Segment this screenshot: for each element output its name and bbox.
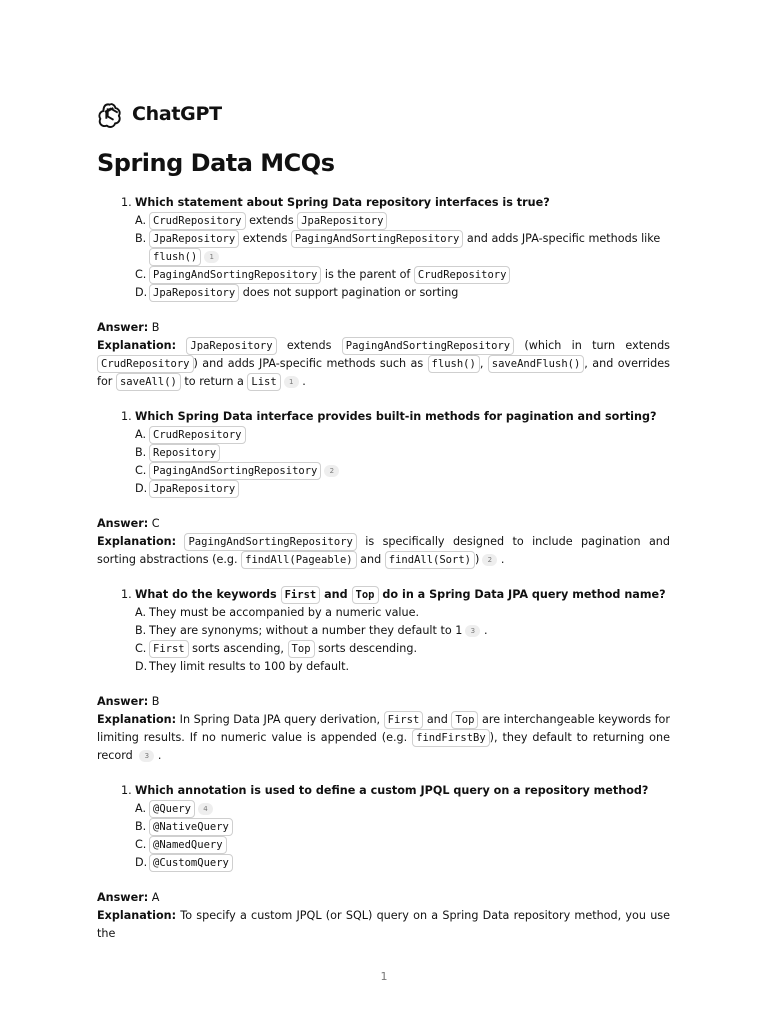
text-run: They must be accompanied by a numeric value.	[149, 606, 420, 619]
mcq-list	[97, 194, 670, 960]
question-block	[97, 194, 670, 391]
text-run	[176, 535, 184, 548]
citation-badge: 1	[204, 251, 219, 263]
inline-code: Top	[451, 711, 478, 729]
citation-badge: 1	[284, 376, 299, 388]
inline-code: CrudRepository	[149, 426, 246, 444]
inline-code: @CustomQuery	[149, 854, 233, 872]
citation-badge: 2	[482, 554, 497, 566]
text-run: ,	[479, 357, 488, 370]
question-block	[97, 782, 670, 943]
option-letter: D.	[135, 286, 148, 299]
option-text	[149, 660, 349, 673]
inline-code: @Query	[149, 800, 195, 818]
option-item	[135, 462, 670, 480]
option-item	[135, 836, 670, 854]
question-text: Which Spring Data interface provides built-in methods for pagination and sorting?	[135, 410, 657, 423]
text-run: (which in turn extends	[514, 339, 670, 352]
options-list	[97, 426, 670, 498]
inline-code: findAll(Pageable)	[241, 551, 356, 569]
text-run: .	[480, 624, 488, 637]
citation-badge: 3	[139, 750, 154, 762]
text-run: and	[423, 713, 452, 726]
inline-code: First	[281, 586, 321, 604]
option-text	[149, 482, 239, 495]
answer-value: B	[148, 695, 160, 708]
text-run: In Spring Data JPA query derivation,	[176, 713, 384, 726]
inline-code: PagingAndSortingRepository	[291, 230, 463, 248]
option-text	[149, 214, 387, 227]
option-item	[135, 854, 670, 872]
answer-label: Answer:	[97, 891, 149, 904]
inline-code: flush()	[149, 248, 201, 266]
text-run: )	[474, 553, 480, 566]
option-letter: A.	[135, 428, 147, 441]
inline-code: findFirstBy	[412, 729, 490, 747]
option-item	[135, 230, 670, 266]
inline-code: List	[247, 373, 280, 391]
option-letter: C.	[135, 268, 147, 281]
option-letter: C.	[135, 838, 147, 851]
option-letter: D.	[135, 660, 148, 673]
inline-code: Repository	[149, 444, 220, 462]
explanation-label: Explanation:	[97, 339, 177, 352]
question-number: 1.	[121, 410, 132, 423]
option-text	[149, 428, 246, 441]
text-run: is the parent of	[321, 268, 414, 281]
option-item	[135, 640, 670, 658]
explanation-paragraph	[97, 337, 670, 391]
text-run	[176, 339, 186, 352]
explanation-paragraph	[97, 533, 670, 569]
option-item	[135, 604, 670, 622]
page-number: 1	[380, 970, 388, 983]
inline-code: findAll(Sort)	[385, 551, 475, 569]
option-text	[149, 232, 660, 263]
citation-badge: 3	[465, 625, 480, 637]
option-text	[149, 642, 417, 655]
explanation-paragraph	[97, 907, 670, 943]
text-run: are interchangeable keywords for limiting results. If no numeric value is appended (e.g.	[97, 713, 670, 744]
openai-logo-icon	[97, 101, 124, 128]
option-item	[135, 480, 670, 498]
text-run: extends	[276, 339, 342, 352]
question-number: 1.	[121, 784, 132, 797]
brand-name: ChatGPT	[132, 103, 222, 125]
answer-line	[97, 319, 670, 337]
answer-value: C	[148, 517, 160, 530]
option-text	[149, 820, 233, 833]
options-list	[97, 604, 670, 676]
option-text	[149, 606, 419, 619]
brand-header	[97, 100, 222, 128]
answer-value: B	[148, 321, 160, 334]
answer-line	[97, 693, 670, 711]
text-run: They are synonyms; without a number they default to 1	[149, 624, 463, 637]
inline-code: JpaRepository	[186, 337, 276, 355]
inline-code: JpaRepository	[149, 284, 239, 302]
option-item	[135, 284, 670, 302]
inline-code: @NativeQuery	[149, 818, 233, 836]
text-run: They limit results to 100 by default.	[149, 660, 350, 673]
question-block	[97, 408, 670, 569]
text-run: is specifically designed to include pagination and sorting abstractions (e.g.	[97, 535, 670, 566]
option-item	[135, 800, 670, 818]
inline-code: flush()	[428, 355, 480, 373]
question-prompt	[97, 586, 670, 604]
text-run: sorts descending.	[314, 642, 418, 655]
inline-code: JpaRepository	[149, 230, 239, 248]
inline-code: saveAndFlush()	[488, 355, 585, 373]
question-text	[135, 588, 666, 601]
citation-badge: 2	[324, 465, 339, 477]
option-letter: C.	[135, 642, 147, 655]
option-item	[135, 266, 670, 284]
question-text: Which statement about Spring Data repository interfaces is true?	[135, 196, 550, 209]
text-run: .	[298, 375, 306, 388]
explanation-label: Explanation:	[97, 909, 177, 922]
document-title: Spring Data MCQs	[97, 149, 335, 177]
inline-code: Top	[288, 640, 315, 658]
answer-label: Answer:	[97, 695, 149, 708]
inline-code: @NamedQuery	[149, 836, 227, 854]
text-run: ) and adds JPA-specific methods such as	[193, 357, 428, 370]
question-text: Which annotation is used to define a custom JPQL query on a repository method?	[135, 784, 649, 797]
inline-code: JpaRepository	[297, 212, 387, 230]
option-text	[149, 286, 458, 299]
text-run: and	[356, 553, 385, 566]
question-number: 1.	[121, 588, 132, 601]
inline-code: CrudRepository	[414, 266, 511, 284]
option-item	[135, 622, 670, 640]
text-run: To specify a custom JPQL (or SQL) query on a Spring Data repository method, you use the	[97, 909, 670, 940]
text-run: .	[154, 749, 162, 762]
option-item	[135, 658, 670, 676]
option-text	[149, 624, 488, 637]
inline-code: Top	[352, 586, 379, 604]
option-text	[149, 464, 339, 477]
text-run: extends	[245, 214, 298, 227]
inline-code: First	[149, 640, 189, 658]
option-item	[135, 444, 670, 462]
text-run: extends	[239, 232, 291, 245]
option-item	[135, 212, 670, 230]
text-run: ), they default to returning one record	[97, 731, 670, 762]
inline-code: CrudRepository	[149, 212, 246, 230]
text-run: does not support pagination or sorting	[239, 286, 459, 299]
option-letter: B.	[135, 820, 147, 833]
inline-code: PagingAndSortingRepository	[184, 533, 356, 551]
answer-label: Answer:	[97, 321, 149, 334]
option-letter: D.	[135, 482, 148, 495]
text-run: and	[320, 588, 352, 601]
text-run: do in a Spring Data JPA query method name?	[378, 588, 666, 601]
answer-line	[97, 889, 670, 907]
inline-code: CrudRepository	[97, 355, 194, 373]
text-run: .	[497, 553, 505, 566]
text-run: sorts ascending,	[188, 642, 288, 655]
option-letter: A.	[135, 606, 147, 619]
text-run: and adds JPA-specific methods like	[463, 232, 661, 245]
option-letter: C.	[135, 464, 147, 477]
answer-value: A	[148, 891, 160, 904]
option-text	[149, 802, 213, 815]
inline-code: PagingAndSortingRepository	[149, 266, 321, 284]
option-letter: A.	[135, 802, 147, 815]
text-run: to return a	[180, 375, 248, 388]
explanation-label: Explanation:	[97, 535, 177, 548]
option-text	[149, 268, 510, 281]
question-prompt	[97, 194, 670, 212]
option-letter: B.	[135, 624, 147, 637]
question-prompt	[97, 408, 670, 426]
options-list	[97, 800, 670, 872]
text-run: What do the keywords	[135, 588, 281, 601]
answer-line	[97, 515, 670, 533]
citation-badge: 4	[198, 803, 213, 815]
inline-code: First	[384, 711, 424, 729]
inline-code: PagingAndSortingRepository	[342, 337, 514, 355]
question-prompt	[97, 782, 670, 800]
option-letter: B.	[135, 446, 147, 459]
question-number: 1.	[121, 196, 132, 209]
inline-code: JpaRepository	[149, 480, 239, 498]
explanation-paragraph	[97, 711, 670, 765]
option-letter: A.	[135, 214, 147, 227]
inline-code: saveAll()	[116, 373, 181, 391]
option-item	[135, 426, 670, 444]
option-text	[149, 446, 220, 459]
answer-label: Answer:	[97, 517, 149, 530]
inline-code: PagingAndSortingRepository	[149, 462, 321, 480]
text-run: , and overrides for	[97, 357, 670, 388]
option-text	[149, 856, 233, 869]
option-text	[149, 838, 227, 851]
explanation-label: Explanation:	[97, 713, 177, 726]
option-letter: B.	[135, 232, 147, 245]
question-block	[97, 586, 670, 765]
options-list	[97, 212, 670, 302]
option-item	[135, 818, 670, 836]
option-letter: D.	[135, 856, 148, 869]
